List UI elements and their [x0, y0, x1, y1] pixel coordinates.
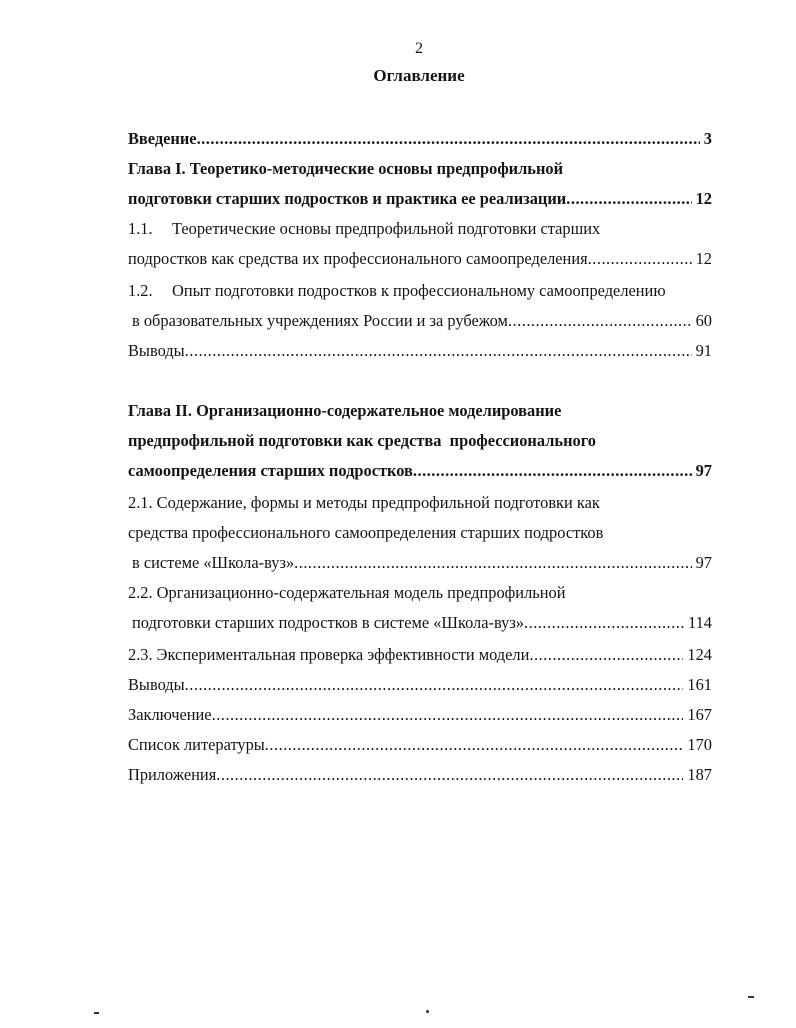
toc-entry-text: Введение — [128, 129, 197, 148]
dot-leader — [294, 548, 691, 578]
toc-page-number: 114 — [688, 613, 712, 632]
dot-leader — [413, 456, 692, 486]
dot-leader — [197, 124, 700, 154]
toc-entry-introduction[interactable] — [128, 124, 712, 154]
toc-page-number: 187 — [687, 765, 712, 784]
toc-entry-text: 2.1. Содержание, формы и методы предпрофильной подготовки как — [128, 493, 600, 512]
toc-entry-section-1-1-cont[interactable] — [128, 244, 712, 274]
toc-entry-chapter-2[interactable] — [128, 396, 712, 426]
toc-entry-text: Заключение — [128, 705, 212, 724]
toc-section-number: 1.1. — [128, 219, 153, 238]
dot-leader — [529, 640, 683, 670]
toc-entry-bibliography[interactable] — [128, 730, 712, 760]
dot-leader — [185, 336, 692, 366]
toc-entry-text: подготовки старших подростков в системе «Школа-вуз» — [132, 613, 525, 632]
toc-entry-text: предпрофильной подготовки как средства профессионального — [128, 431, 596, 450]
dot-leader — [566, 184, 691, 214]
toc-entry-text: подготовки старших подростков и практика ее реализации — [128, 189, 567, 208]
toc-entry-text: Глава II. Организационно-содержательное моделирование — [128, 401, 562, 420]
toc-page-number: 167 — [687, 705, 712, 724]
dot-leader — [508, 306, 692, 336]
toc-entry-chapter-2-cont-1[interactable] — [128, 426, 712, 456]
toc-page-number: 161 — [687, 675, 712, 694]
page-title: Оглавление — [373, 66, 465, 85]
toc-entry-section-2-1-cont-1[interactable] — [128, 518, 712, 548]
toc-page-number: 60 — [695, 311, 712, 330]
toc-entry-section-2-2-cont[interactable] — [128, 608, 712, 638]
toc-entry-section-2-3[interactable] — [128, 640, 712, 670]
dot-leader — [185, 670, 684, 700]
scan-mark — [94, 1012, 99, 1014]
dot-leader — [212, 700, 684, 730]
toc-entry-appendices[interactable] — [128, 760, 712, 790]
toc-section-number: 1.2. — [128, 281, 153, 300]
toc-entry-text: средства профессионального самоопределения старших подростков — [128, 523, 604, 542]
toc-entry-section-1-2-cont[interactable] — [128, 306, 712, 336]
toc-page-number: 124 — [687, 645, 712, 664]
toc-page-number: 97 — [695, 553, 712, 572]
toc-entry-text: Опыт подготовки подростков к профессиональному самоопределению — [172, 281, 666, 300]
toc-page-number: 12 — [695, 249, 712, 268]
dot-leader — [588, 244, 692, 274]
dot-leader — [216, 760, 683, 790]
dot-leader — [265, 730, 684, 760]
toc-entry-text: Приложения — [128, 765, 217, 784]
toc-entry-text: Выводы — [128, 341, 185, 360]
toc-entry-section-1-1[interactable] — [128, 214, 712, 244]
toc-page-number: 91 — [695, 341, 712, 360]
toc-page-number: 170 — [687, 735, 712, 754]
toc-entry-section-2-2[interactable] — [128, 578, 712, 608]
toc-entry-section-2-1[interactable] — [128, 488, 712, 518]
toc-entry-text: в образовательных учреждениях России и за рубежом — [132, 311, 508, 330]
scan-mark — [426, 1010, 429, 1013]
toc-page-number: 12 — [695, 189, 712, 208]
toc-entry-text: 2.3. Экспериментальная проверка эффективности модели — [128, 645, 530, 664]
toc-entry-final-conclusion[interactable] — [128, 700, 712, 730]
toc-entry-text: Список литературы — [128, 735, 265, 754]
toc-entry-text: самоопределения старших подростков — [128, 461, 413, 480]
toc-entry-text: в системе «Школа-вуз» — [132, 553, 295, 572]
dot-leader — [524, 608, 684, 638]
toc-page-number: 97 — [695, 461, 712, 480]
toc-entry-chapter-1[interactable] — [128, 154, 712, 184]
toc-entry-text: подростков как средства их профессионального самоопределения — [128, 249, 588, 268]
scan-mark — [748, 996, 754, 998]
toc-entry-section-1-2[interactable] — [128, 276, 712, 306]
page-number: 2 — [415, 40, 423, 57]
toc-entry-section-2-1-cont-2[interactable] — [128, 548, 712, 578]
toc-entry-conclusions-1[interactable] — [128, 336, 712, 366]
toc-entry-conclusions-2[interactable] — [128, 670, 712, 700]
toc-entry-text: Выводы — [128, 675, 185, 694]
toc-entry-text: 2.2. Организационно-содержательная модель предпрофильной — [128, 583, 566, 602]
toc-entry-chapter-1-cont[interactable] — [128, 184, 712, 214]
toc-entry-text: Глава I. Теоретико-методические основы предпрофильной — [128, 159, 564, 178]
toc-entry-chapter-2-cont-2[interactable] — [128, 456, 712, 486]
toc-entry-text: Теоретические основы предпрофильной подготовки старших — [172, 219, 601, 238]
toc-page-number: 3 — [703, 129, 712, 148]
